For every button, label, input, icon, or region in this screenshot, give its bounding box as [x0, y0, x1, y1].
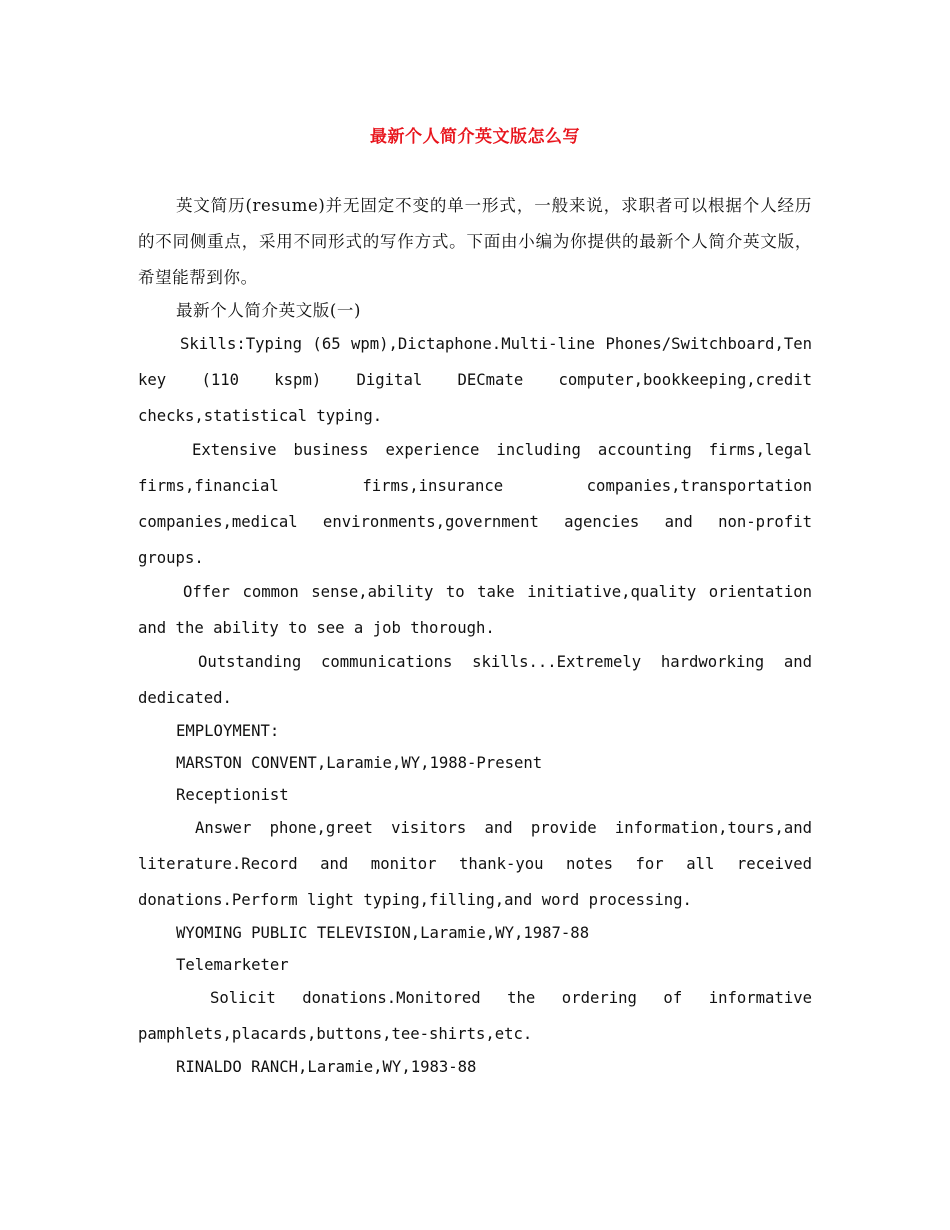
- employer-marston: MARSTON CONVENT,Laramie,WY,1988-Present: [176, 754, 543, 772]
- offer-paragraph: Offer common sense,ability to take initiative,quality orientation and the ability to see a job thorough.: [138, 583, 812, 637]
- employer-wyoming-pbs: WYOMING PUBLIC TELEVISION,Laramie,WY,1987-88: [176, 924, 590, 942]
- communications-paragraph: Outstanding communications skills...Extremely hardworking and dedicated.: [138, 653, 812, 707]
- document-title: 最新个人简介英文版怎么写: [370, 127, 580, 147]
- telemarketer-duties: Solicit donations.Monitored the ordering of informative pamphlets,placards,buttons,tee-shirts,etc.: [138, 989, 812, 1043]
- experience-paragraph: Extensive business experience including accounting firms,legal firms,financial firms,insurance companies,transportation companies,medical environments,government agencies and non-profit groups.: [138, 441, 812, 567]
- document-body: [138, 188, 812, 1084]
- intro-paragraph: 英文简历(resume)并无固定不变的单一形式，一般来说，求职者可以根据个人经历的不同侧重点，采用不同形式的写作方式。下面由小编为你提供的最新个人简介英文版，希望能帮到你。: [138, 196, 812, 287]
- employer-rinaldo: RINALDO RANCH,Laramie,WY,1983-88: [176, 1058, 477, 1076]
- receptionist-duties: Answer phone,greet visitors and provide information,tours,and literature.Record and monitor thank-you notes for all received donations.Perform light typing,filling,and word processing.: [138, 819, 812, 909]
- employment-heading: EMPLOYMENT:: [176, 722, 280, 740]
- job-title-receptionist: Receptionist: [176, 786, 289, 804]
- section-heading: 最新个人简介英文版(一): [176, 301, 362, 320]
- skills-paragraph: Skills:Typing (65 wpm),Dictaphone.Multi-line Phones/Switchboard,Ten key (110 kspm) Digital DECmate computer,bookkeeping,credit checks,statistical typing.: [138, 335, 812, 425]
- job-title-telemarketer: Telemarketer: [176, 956, 289, 974]
